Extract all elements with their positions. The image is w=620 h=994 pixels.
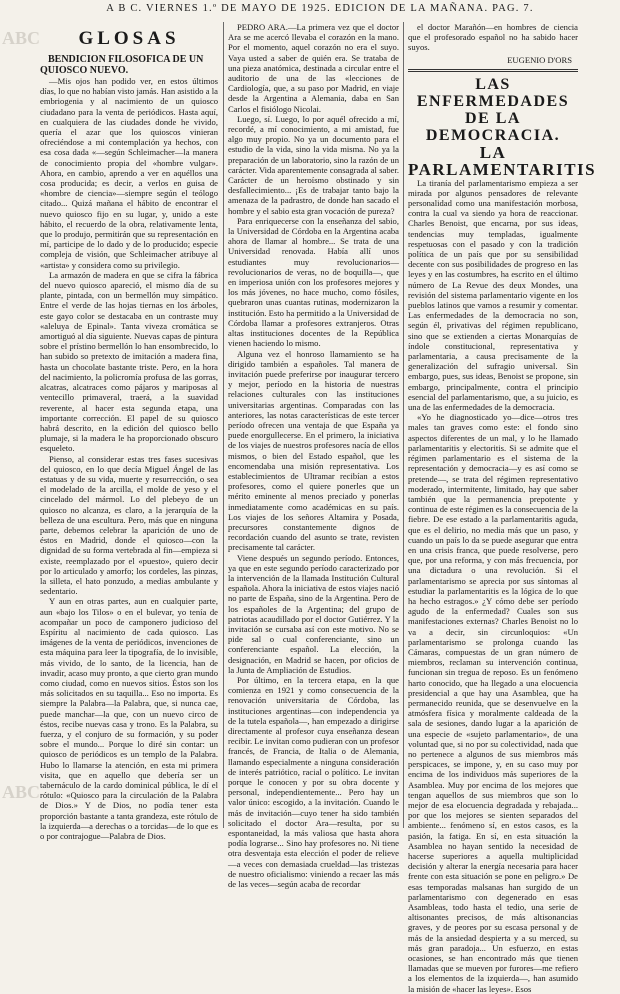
- paragraph: Pienso, al considerar estas tres fases sucesivas del quiosco, en lo que decía Miguel Ángel de las estatuas y de su vida, muerte y resurrección, o sea el modelado de la arcilla, el molde de yeso y el cincelado del mármol. Lo del plebeyo de un quiosco no alcanza, es claro, a la jerarquía de la belleza de una escultura. Pero, más que en ninguna parte, debemos celebrar la aparición de uno de éstos en Madrid, donde el quiosco—con la dignidad de su forma vertebrada al fin—empieza si existe, reemplazado por el «puesto», quiero decir por lo articulado y amorfo; los cordeles, las pinzas, la silleta, el hato ponzudo, a medias ambulante y sedentario.: [40, 453, 218, 597]
- paragraph: La armazón de madera en que se cifra la fábrica del nuevo quiosco apareció, el mismo día de su plante, pintada, con un bermellón muy simpático. Entre el verde de las hojas tiernas en los árboles, este gayo color se destacaba en un contraste muy «aleluya de Epinal». Tanta viveza cromática se amortiguó al día siguiente. Nuevas capas de pintura sobre el prístino bermellón lo han ensombrecido, lo han subido so pretexto de imitación a madera fina, hasta un chocolate bastante triste. Pero, en la hora del nacimiento, la policromía profusa de las gorras, alcatras, alcatraces como pájaros y mariposas al ventecillo primaveral, traerá, a la suavidad reverente, al hacer esta segunda etapa, una importante corrección. El papel de su quiosco habrá descrito, en la edición del quiosco bello plumaje, si la madera le ha proporcionado obscuro esqueleto.: [40, 269, 218, 454]
- article-divider: [408, 69, 578, 72]
- paragraph: Luego, sí. Luego, lo por aquél ofrecido a mí, recordé, a mí conocimiento, a mi amistad, fue algo muy propio. No ya un documento para el estudio de la vida, sino la vida misma. No ya la preparación de un laboratorio, sino la razón de un carácter. Vida aparentemente consagrada al saber. Carácter de un heroísmo obstinado y sin desfallecimiento... ¡Es de trabajar tanto bajo la amenaza de la padrastro, de donde han sacado el hombre y el sabio esta gran vocación de pureza?: [228, 113, 399, 216]
- author-signature: EUGENIO D'ORS: [507, 54, 572, 65]
- article-headline-line-3: LA PARLAMENTARITIS: [408, 142, 597, 179]
- paragraph: «Yo he diagnosticado yo—dice—otros tres males tan graves como este: el fondo sino aspectos diferentes de un mal, y lo he llamado parlamentaritis y electoritis. Si se admite que el régimen parlamentario es el sistema de la representación y democracia—y es así como se pretende—, se trata del régimen representativo moderado, intermitente, limitado, hay que saber también que la permanencia prepotente y continua de este régimen es la consecuencia de la fiebre. De ese estado a la parlamentaritis aguda, que es el delirio, no media más que un paso, y cuando un país lo da se puede asegurar que entra en una crisis franca, que puede resolverse, pero que, por una reforma, y con más frecuencia, por una dictadura o una revolución. Si el parlamentarismo se aprecia por sus síntomas al estudiar la parlamentaritis es la lógica de lo que ha hecho estragos.» ¿Y cómo debe ser período agudo de la enfermedad? Cuales son sus manifestaciones externas? Charles Benoist no lo va a decir, sin circunloquios: «Un parlamentarismo se prolonga cuando las Cámaras, compuestas de un gran número de miembros, reclaman su intervención continua, funcionan sin tregua de reposo. Es un fenómeno harto conocido, que ha llegado a una elocuencia presidencial a que hay una Asamblea, que ha permanecido reunida, que se desenvuelve en la atmósfera física y moralmente caldeada de la sala de sesiones, dando lugar a la aparición de una especie de «sujeto parlamentario», de una voluntad que, si no por su colectividad, nada que no pertenece a algunos de sus miembros más perspicaces, se impone, y, en su caso muy por encima de los individuos más superiores de la Asamblea. Muy por encima de los mejores que tengan aquellos de sus miembros que son lo mejor de esa elocuencia degradada y rebajada... por que los mejores se sienten separados del ambiente... fenómeno sí, en estos casos, es la pasión, la fatiga. En sí, en esta situación la Asamblea no hayan sentido la necesidad de hacerse superiores a aquella multiplicidad decisión y alterar la energía necesaria para hacer frente con esta situación se pone en peligro.» De esas temporadas malsanas han surgido de un parlamentarismo con degenerado en esas Asambleas, todo hasta el tedio, una serie de altisonantes precisos, de más altisonancias graves, y de peores por su escasa personal y de más de la ansiedad despierta y a su merced, su más gran paradoja... Un esfuerzo, en estas ocasiones, se han encontrado más que tienen llamadas que se mueven por furores—me refiero a los elementos de la izquierda—, han asumido la misión de «hacer las leyes». Esos: [408, 412, 578, 994]
- paragraph: Por último, en la tercera etapa, en la que comienza en 1921 y como consecuencia de la renovación universitaria de Córdoba, las instituciones argentinas—con independencia ya de la tutela española—, han empezado a dirigirse directamente al profesor cuya enseñanza desean recibir. Le invitan como pudieran con un profesor francés, de Francia, de Italia o de Alemania, llamando especialmente a ninguna consideración de interés patriótico, racial o político. Le invitan porque le conocen y por su obra docente y personal, independientemente... Pero hay un valor único: escogido, a la invitación. Cuando le más de invitación—cuyo tener ha sido también solicitado el doctor Ara—resulta, por su espontaneidad, la más valiosa que hasta ahora podía lograrse... Sino hay profesores no. Ni tiene otra desventaja esta elección el poder de relieve—a veces con demasiada crueldad—las tristezas de nuestro oficialismo: viniendo a recaer las más de las veces—según acaba de recordar: [228, 675, 399, 890]
- page-header: A B C. VIERNES 1.º DE MAYO DE 1925. EDICION DE LA MAÑANA. PAG. 7.: [106, 3, 534, 14]
- column-rule: [403, 22, 404, 828]
- paragraph: Y aun en otras partes, aun en cualquier parte, aun «bajo los Tilos» o en el bulevar, yo tenía de acompañar un poco de camponero judicioso del Espíritu al nacimiento de cada quiosco. Las imágenes de la venta de periódicos, invenciones de esta máquina para leer la tipografía, de lo invisible, más vivido, de lo santo, de la licencia, han de invadir, acaso muy pronto, a que cierto gran mundo como ciudad, como en nuevos sitios. Éstos son los más solicitados en su taquilla... Eso no importa. Es siempre la Palabra—la Palabra, que, si nunca cae, puede manchar—la que, con un nuevo circo de éstos, recibe nuevas casa y trono. Es la Palabra, su fuerza, y el conjuro de su formación, y su poder sobre el mundo... Porque lo diré sin contar: un quiosco de periódicos es un templo de la Palabra. Hubo lo llamarse la atención, en esta mi primera visita, que en aquello que debería ser un tabernáculo de la cardo dominical pública, le dí el rótulo: «Quiosco para la circulación de la Palabra de Dios.» Y de Dios, no podía tener esta proporción bastante a tanta grandeza, este rótulo de la izquierda—a derechas o a torcidas—de lo que es o por contrajogue—Palabra de Dios.: [40, 596, 218, 842]
- paragraph: el doctor Marañón—en hombres de ciencia que el profesorado español no ha sabido hacer suyos.: [408, 22, 578, 53]
- paragraph: Para enriquecerse con la enseñanza del sabio, la Universidad de Córdoba en la Argentina acaba ahora de llamar al hombre... Se trata de una Universidad renovada. Había allí unos estudiantes muy revolucionarios—revolucionarios de veras, no de boquilla—, que en imperiosa unión con los profesores mejores y los más jóvenes, no hace mucho, como fósiles, quebraron unas cuantas rutinas, modernizaron la institución. Esto ha permitido a la Universidad de Córdoba llamar a profesores extranjeros. Otras altas instituciones docentes de la República vienen haciendo lo mismo.: [228, 215, 399, 349]
- column-1: [40, 22, 218, 842]
- paragraph: Viene después un segundo período. Entonces, ya que en este segundo período caracterizado por la intervención de la llamada Institución Cultural española. Ahora la iniciativa de estos viajes nació no parte de España, sino de la Argentina. Pero de los españoles de la Argentina; del grupo de patriotas acaudillado por el doctor Gutiérrez. Y la invitación se cursaba así con este motivo. No se pide sal o cual conferenciante, sino un conferenciante español. La elección, la designación, en Madrid se hacen, por oficios de la Junta de Ampliación de Estudios.: [228, 552, 399, 675]
- column-rule: [223, 22, 224, 828]
- column-3: [408, 22, 597, 994]
- side-logo-top: ABC: [2, 28, 41, 48]
- column-2: [228, 22, 399, 890]
- paragraph: Alguna vez el honroso llamamiento se ha dirigido también a españoles. Tal manera de invitación puede preferirse por inaugurar tercero y mejor, período en la historia de nuestras relaciones culturales con las instituciones universitarias argentinas. Comparadas con las anteriores, las notas características de este tercer período ofrecen una ventaja de que España ya puede enorgullecerse. En el primero, la iniciativa de los viajes de nuestros profesores nacía de ellos mismos, o bien del Estado español, que les encomendaba una misión representativa. Los establecimientos de Ultramar recibían a estos profesores, como el quiere ponerles que un mérito eminente al menos preciado y ponerlas inmediatamente como académicas en su país. Los viajes de los señores Altamira y Posada, precursores constantemente dignos de recordación cuando del asunto se trate, revisten precisamente tal carácter.: [228, 348, 399, 553]
- section-title: GLOSAS: [78, 28, 180, 49]
- paragraph: —Mis ojos han podido ver, en estos últimos días, lo que no habían visto jamás. Han asistido a la embriogenia y al nacimiento de un quiosco ciudadano para la venta de periódicos. Hasta aquí, en cualquiera de las ciudades donde he vivido, quería el azar que los quioscos vinieran ofreciéndose a mi contemplación ya hechos, con esa cosa dada «—según Schleimacher—la manera de conocimiento propia del «hombre vulgar». Ahora, en cambio, aprendo a ver en aquéllos una cosa producida; es decir, a verlos en guisa de «hombre de ciencia»—siempre según el teólogo citado... Quizá mañana el hábito de encontrar el nuevo quiosco fijo en su lugar, y, unido a este hábito, el recuerdo de la obra, relativamente lenta, que lo produjo, permitirán que su representación en mí, participe de lo dado y de lo producido; especie compleja de visión, que Schleimacher atribuye al «artista» y considera como su privilegio.: [40, 76, 218, 270]
- article-subtitle: BENDICION FILOSOFICA DE UN QUIOSCO NUEVO.: [40, 54, 204, 76]
- article-headline-line-2: DE LA DEMOCRACIA.: [425, 109, 561, 144]
- paragraph: La tiranía del parlamentarismo empieza a ser mirada por algunos pensadores de relevante personalidad como una manifestación morbosa, contra la cual va siendo ya hora de reaccionar. Charles Benoist, que encarna, por sus ideas, tendencias muy templadas, igualmente respetuosas con el pasado y con la tradición política de un país que por su sensibilidad decente con sus posibilidades de progreso en las leyes y en las costumbres, ha escrito en el último número de La Revue des deux Mondes, una revisión del sistema parlamentario vigente en los pueblos latinos que vamos a resumir y comentar. Las enfermedades de la democracia no son, según él, privativas del régimen republicano, sino que se extienden a ciertas Monarquías de índole constitucional, representativa y parlamentaria, a causa precisamente de la generalización del sufragio universal. Sin embargo, pues, sus ideas, Benoist se propone, sin embargo, principalmente, contra el principio esencial del parlamentarismo, que, a su juicio, es una de las enfermedades de la democracia.: [408, 177, 578, 413]
- article-headline-line-1: LAS ENFERMEDADES: [416, 75, 570, 110]
- paragraph: PEDRO ARA.—La primera vez que el doctor Ara se me acercó llevaba el corazón en la mano. Por el momento, aquel corazón no era el suyo. Vaya usted a saber de quién era. Se trataba de una pieza anatómica, destinada a circular entre el auditorio de una de las «lecciones de Cardiología, que, a su paso por Madrid, en viaje desde la Argentina a Alemania, daba en San Carlos el fisiólogo Nicolai.: [228, 22, 399, 114]
- side-logo-bottom: ABC: [2, 782, 41, 802]
